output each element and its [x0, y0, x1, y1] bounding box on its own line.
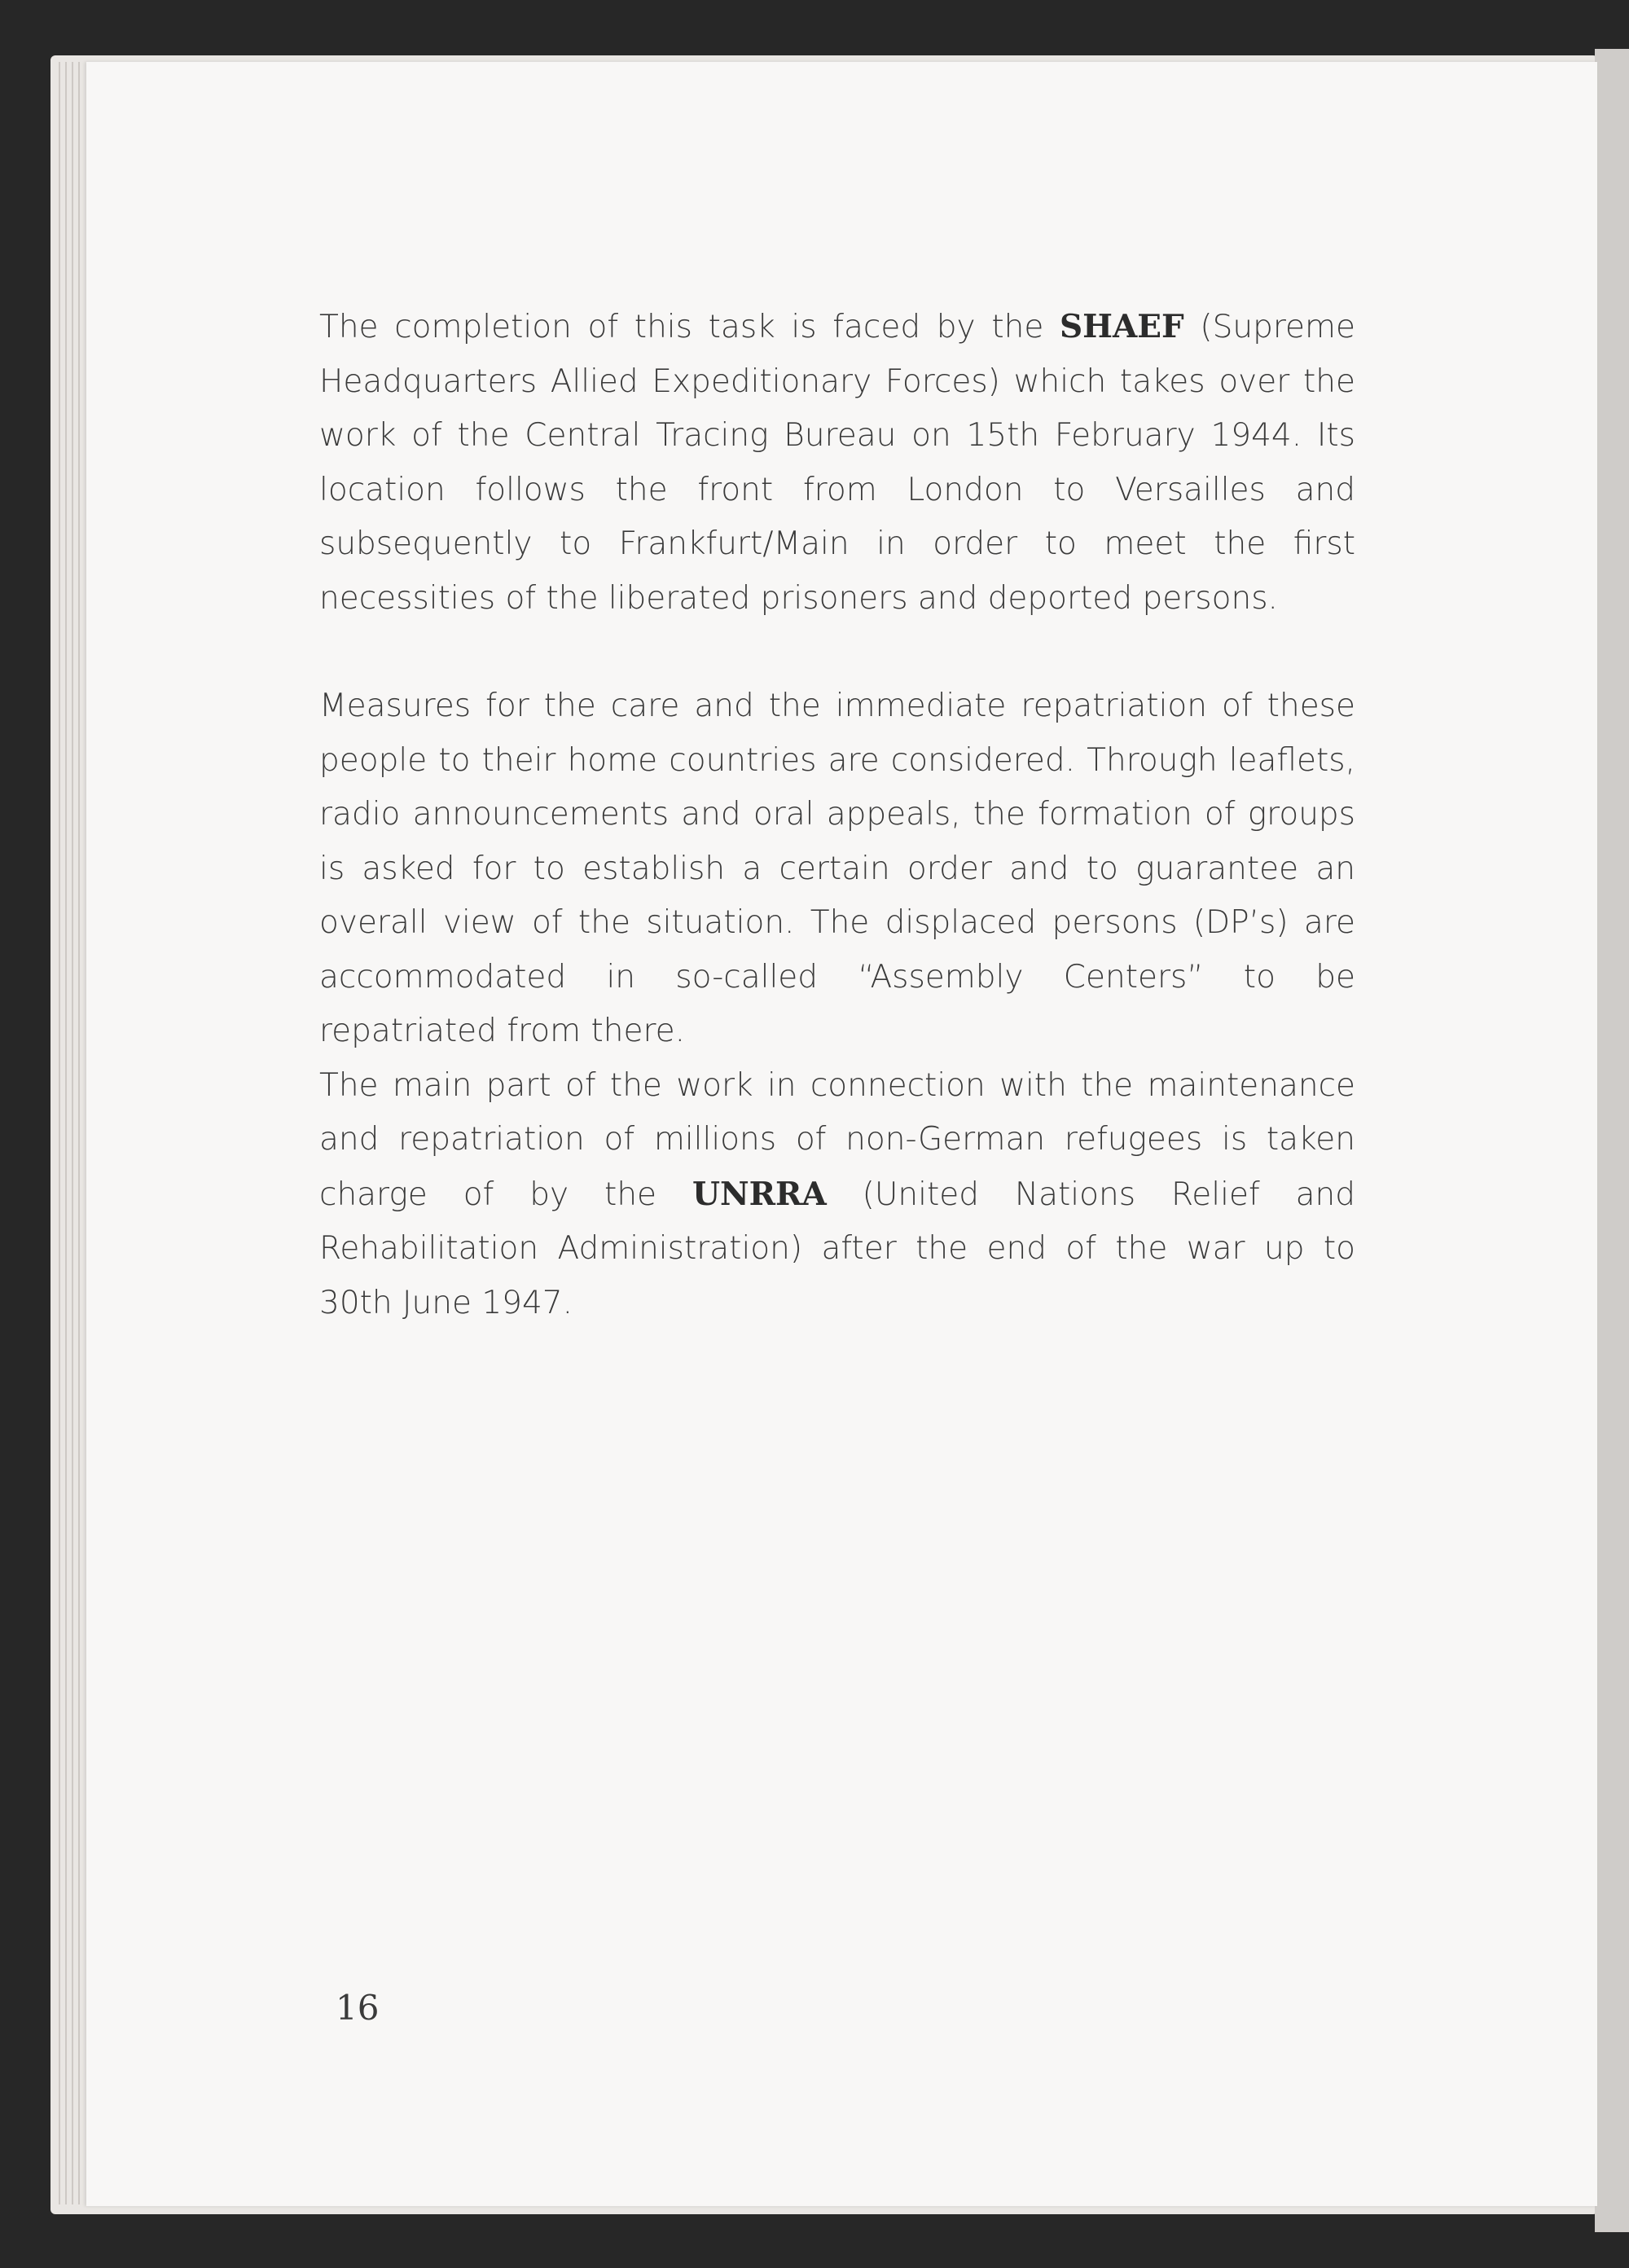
unrra-acronym: UNRRA — [692, 1175, 827, 1213]
facing-page-edge — [1595, 49, 1629, 2232]
page-edge-line — [72, 62, 73, 2204]
page-edge-line — [65, 62, 67, 2204]
paragraph-text: (Supreme Headquarters Allied Expeditionary Forces) which takes over the work of the Central Tracing Bureau on 15th February 1944. Its location follows the front from London to Versailles and subsequently to Frankfurt/Main in order to meet the first necessities of the liberated prisoners and deported persons. — [319, 309, 1355, 617]
paragraph-text: (United Nations Relief and Rehabilitation Administration) after the end of the war up to 30th June 1947. — [319, 1176, 1355, 1321]
paragraph-text: The completion of this task is faced by the — [319, 309, 1060, 345]
paragraph-text: The main part of the work in connection with the maintenance and repatriation of millions of non-German refugees is taken charge of by the — [319, 1066, 1355, 1213]
paragraph-unrra — [319, 1059, 1355, 1331]
page-edge-line — [59, 62, 60, 2204]
body-text — [319, 300, 1355, 1330]
paragraph-measures: Measures for the care and the immediate repatriation of these people to their home countries are considered. Through leaflets, radio announcements and oral appeals, the formation of groups is asked for to establish a certain order and to guarantee an overall view of the situation. The displaced persons (DP’s) are accommodated in so-called “Assembly Centers” to be repatriated from there. — [319, 688, 1355, 1049]
shaef-acronym: SHAEF — [1060, 308, 1184, 345]
page-number: 16 — [336, 1988, 380, 2028]
paragraph-shaef — [319, 300, 1355, 626]
page-edge-line — [78, 62, 80, 2204]
